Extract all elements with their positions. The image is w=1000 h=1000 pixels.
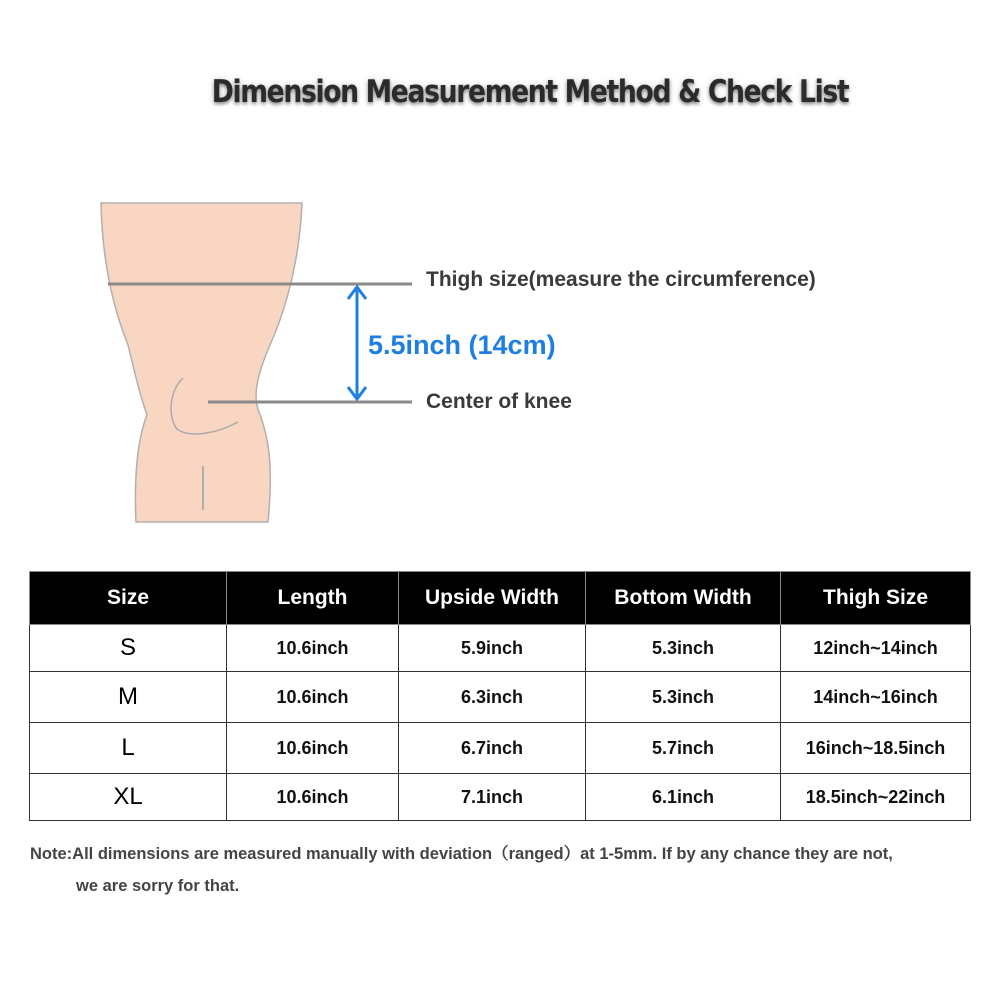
thigh-size-cell: 12inch~14inch — [781, 625, 971, 672]
size-chart-table — [29, 571, 971, 821]
note-line-1: Note:All dimensions are measured manually with deviation（ranged）at 1-5mm. If by any chance they are not, — [30, 845, 893, 863]
header-length: Length — [227, 572, 399, 625]
size-cell: L — [30, 723, 227, 774]
bottom-width-cell: 5.3inch — [586, 672, 781, 723]
thigh-size-label: Thigh size(measure the circumference) — [426, 268, 816, 291]
upside-width-cell: 7.1inch — [399, 774, 586, 821]
table-header-row — [30, 572, 971, 625]
upside-width-cell: 5.9inch — [399, 625, 586, 672]
header-size: Size — [30, 572, 227, 625]
length-cell: 10.6inch — [227, 625, 399, 672]
table-row — [30, 625, 971, 672]
bottom-width-cell: 5.7inch — [586, 723, 781, 774]
size-cell: M — [30, 672, 227, 723]
thigh-size-cell: 18.5inch~22inch — [781, 774, 971, 821]
knee-center-label: Center of knee — [426, 390, 572, 413]
table-row — [30, 723, 971, 774]
header-bottom-width: Bottom Width — [586, 572, 781, 625]
measurement-arrow — [348, 287, 366, 399]
header-thigh-size: Thigh Size — [781, 572, 971, 625]
size-cell: S — [30, 625, 227, 672]
note-line-2: we are sorry for that. — [76, 877, 240, 895]
length-cell: 10.6inch — [227, 672, 399, 723]
thigh-size-cell: 14inch~16inch — [781, 672, 971, 723]
bottom-width-cell: 6.1inch — [586, 774, 781, 821]
thigh-size-cell: 16inch~18.5inch — [781, 723, 971, 774]
length-cell: 10.6inch — [227, 723, 399, 774]
upside-width-cell: 6.7inch — [399, 723, 586, 774]
table-row — [30, 672, 971, 723]
page-title: Dimension Measurement Method & Check List — [211, 74, 849, 110]
measurement-label: 5.5inch (14cm) — [368, 330, 556, 360]
leg-illustration — [101, 203, 302, 522]
table-row — [30, 774, 971, 821]
header-upside-width: Upside Width — [399, 572, 586, 625]
size-cell: XL — [30, 774, 227, 821]
length-cell: 10.6inch — [227, 774, 399, 821]
upside-width-cell: 6.3inch — [399, 672, 586, 723]
measurement-note — [30, 838, 980, 902]
bottom-width-cell: 5.3inch — [586, 625, 781, 672]
